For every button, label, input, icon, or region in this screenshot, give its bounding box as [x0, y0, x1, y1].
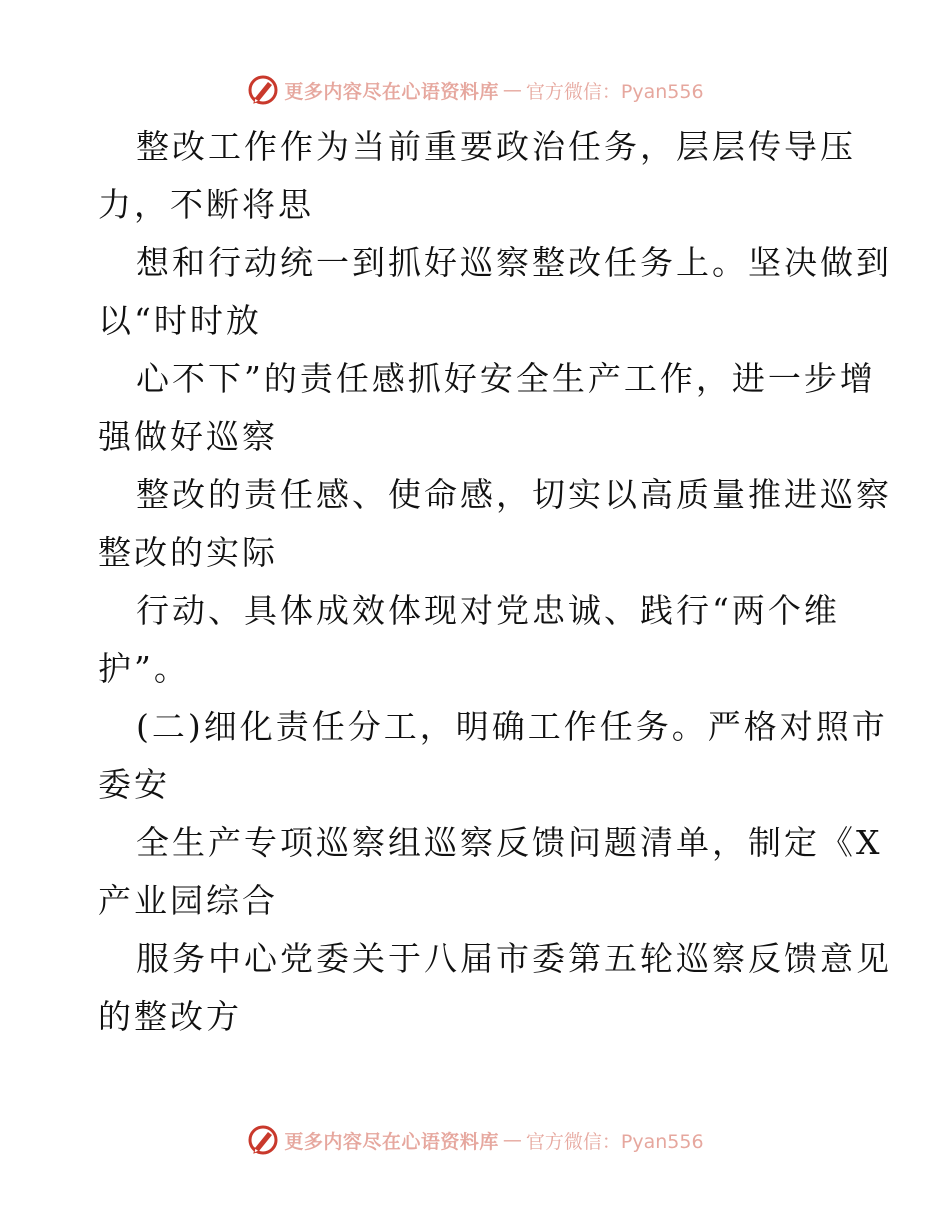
watermark-brand: [246, 73, 703, 107]
body-line: 护”。: [98, 649, 190, 688]
body-line: 的整改方: [98, 997, 242, 1036]
page-header-watermark: [0, 72, 950, 108]
watermark-separator: —: [502, 79, 522, 101]
body-line: 想和行动统一到抓好巡察整改任务上。坚决做到: [136, 243, 892, 282]
body-line: 产业园综合: [98, 881, 278, 920]
document-body: [98, 118, 892, 1046]
body-line: 以“时时放: [98, 301, 262, 340]
pen-in-circle-icon: [246, 73, 280, 107]
watermark-contact: 官方微信：Pyan556: [525, 80, 704, 103]
body-line: 行动、具体成效体现对党忠诚、践行“两个维: [136, 591, 840, 630]
body-line: 心不下”的责任感抓好安全生产工作，进一步增: [136, 359, 876, 398]
body-line: 强做好巡察: [98, 417, 278, 456]
body-line: 力，不断将思: [98, 185, 314, 224]
body-line: 整改的实际: [98, 533, 278, 572]
body-line: 整改的责任感、使命感，切实以高质量推进巡察: [136, 475, 892, 514]
watermark-brand-text: 更多内容尽在心语资料库: [284, 80, 499, 103]
body-line: 服务中心党委关于八届市委第五轮巡察反馈意见: [136, 939, 892, 978]
watermark-brand: [246, 1123, 703, 1157]
body-line: 整改工作作为当前重要政治任务，层层传导压: [136, 127, 856, 166]
body-line: 委安: [98, 765, 170, 804]
pen-in-circle-icon: [246, 1123, 280, 1157]
page-footer-watermark: [0, 1122, 950, 1158]
body-line: 全生产专项巡察组巡察反馈问题清单，制定《X: [136, 823, 883, 862]
watermark-brand-text: 更多内容尽在心语资料库: [284, 1130, 499, 1153]
watermark-separator: —: [502, 1129, 522, 1151]
section-heading-line: (二)细化责任分工，明确工作任务。严格对照市: [136, 707, 888, 746]
watermark-contact: 官方微信：Pyan556: [525, 1130, 704, 1153]
